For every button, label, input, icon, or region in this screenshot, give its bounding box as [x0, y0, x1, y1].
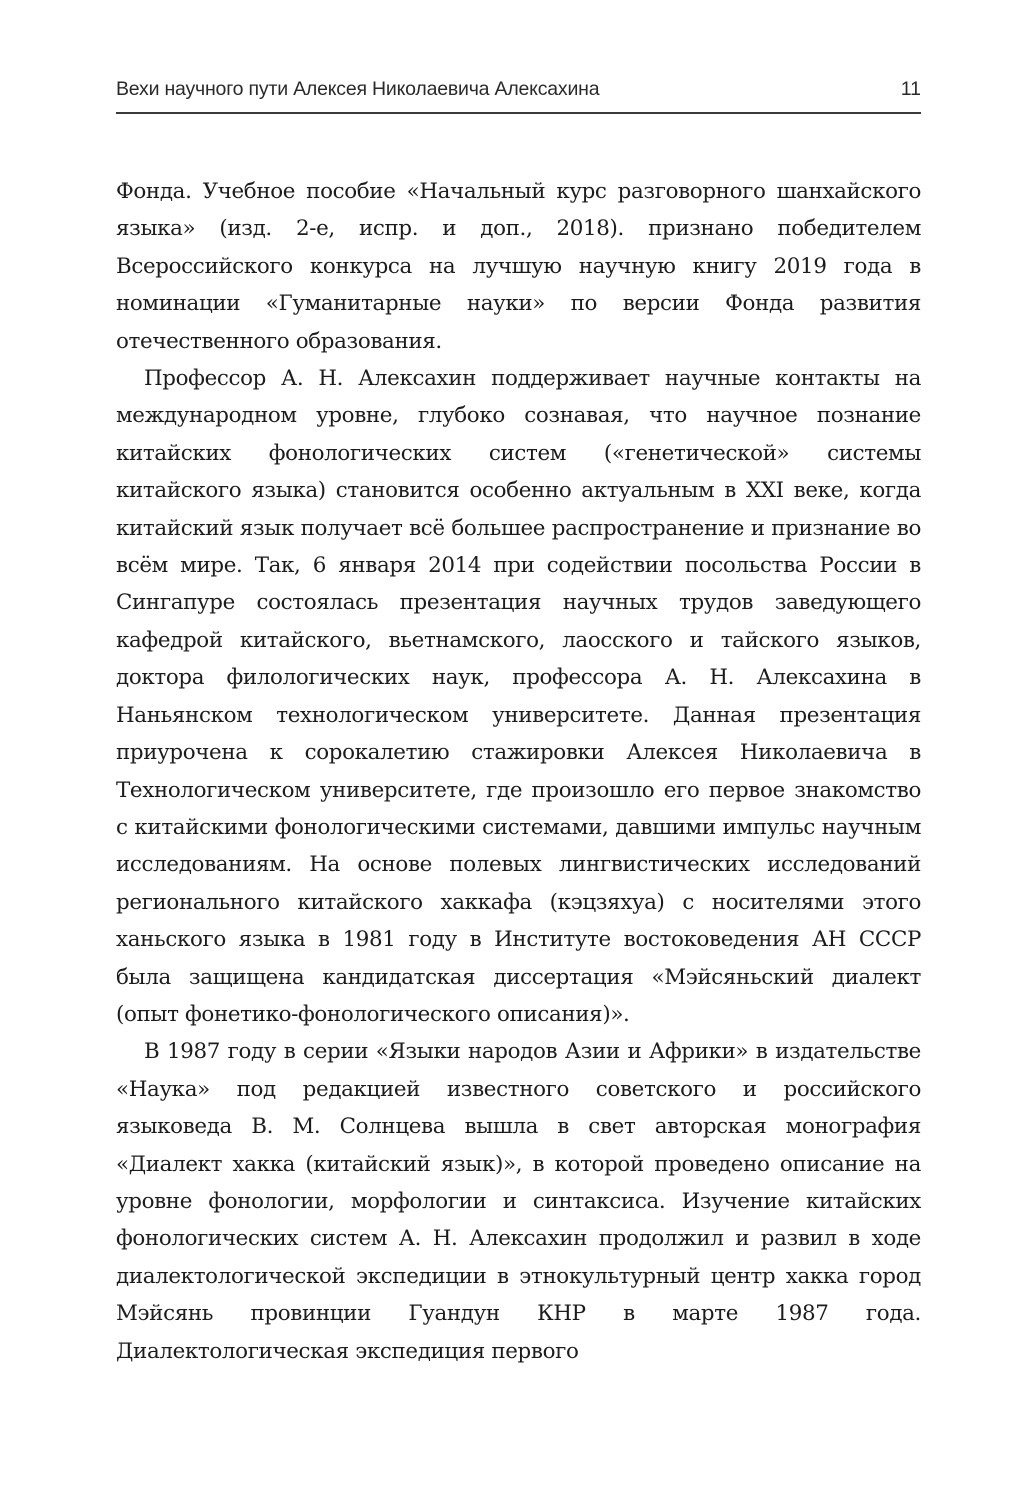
paragraph-continuation: Фонда. Учебное пособие «Начальный курс разговорного шанхайского языка» (изд. 2-е, испр. и доп., 2018). признано победителем Всероссийского конкурса на лучшую научную книгу 2019 года в номинации «Гуманитарные науки» по версии Фонда развития отечественного образования. — [116, 179, 921, 354]
page-number: 11 — [900, 78, 921, 100]
header-divider — [116, 112, 921, 114]
running-head — [116, 72, 921, 106]
running-head-title: Вехи научного пути Алексея Николаевича Алексахина — [116, 78, 600, 100]
paragraph: Профессор А. Н. Алексахин поддерживает научные контакты на международном уровне, глубоко сознавая, что научное познание китайских фонологических систем («генетической» системы китайского языка) становится особенно актуальным в XXI веке, когда китайский язык получает всё большее распространение и признание во всём мире. Так, 6 января 2014 при содействии посольства России в Сингапуре состоялась презентация научных трудов заведующего кафедрой китайского, вьетнамского, лаосского и тайского языков, доктора филологических наук, профессора А. Н. Алексахина в Наньянском технологическом университете. Данная презентация приурочена к сорокалетию стажировки Алексея Николаевича в Технологическом университете, где произошло его первое знакомство с китайскими фонологическими системами, давшими импульс научным исследованиям. На основе полевых лингвистических исследований регионального китайского хаккафа (кэцзяхуа) с носителями этого ханьского языка в 1981 году в Институте востоковедения АН СССР была защищена кандидатская диссертация «Мэйсяньский диалект (опыт фонетико-фонологического описания)». — [116, 366, 921, 1027]
paragraph: В 1987 году в серии «Языки народов Азии и Африки» в издательстве «Наука» под редакцией известного советского и российского языковеда В. М. Солнцева вышла в свет авторская монография «Диалект хакка (китайский язык)», в которой проведено описание на уровне фонологии, морфологии и синтаксиса. Изучение китайских фонологических систем А. Н. Алексахин продолжил и развил в ходе диалектологической экспедиции в этнокультурный центр хакка город Мэйсянь провинции Гуандун КНР в марте 1987 года. Диалектологическая экспедиция первого — [116, 1039, 921, 1364]
body-text — [116, 173, 921, 1370]
